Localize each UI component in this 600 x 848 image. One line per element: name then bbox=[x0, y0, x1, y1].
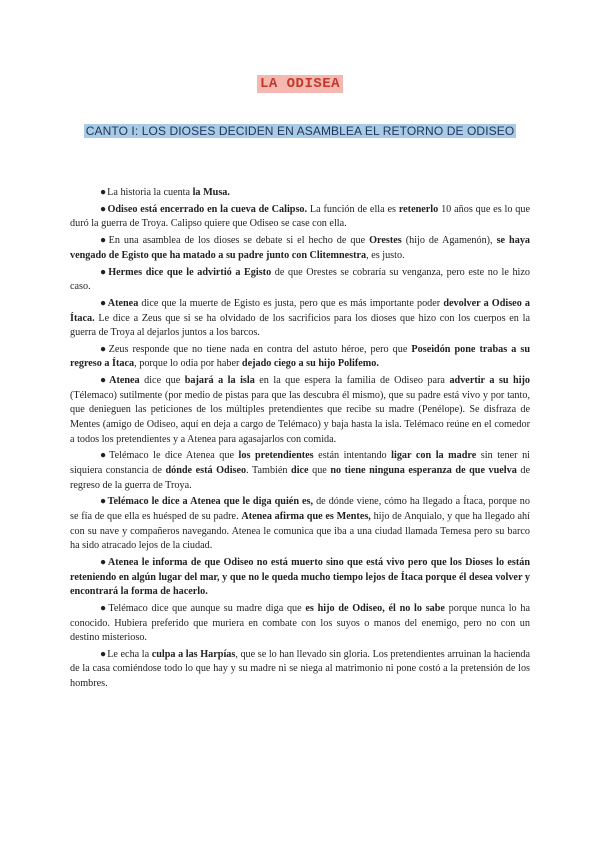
text-run: Zeus responde que no tiene nada en contra del astuto héroe, pero que bbox=[108, 343, 412, 355]
bold-text: los pretendientes bbox=[238, 450, 314, 462]
bullet-icon: ● bbox=[100, 297, 107, 309]
bullet-icon: ● bbox=[100, 203, 107, 215]
bold-text: la Musa. bbox=[192, 187, 230, 198]
bold-text: se haya vengado de Egisto que ha matado a su padre junto con Clitemnestra bbox=[70, 235, 531, 261]
bold-text: Atenea bbox=[109, 375, 140, 387]
text-run: Le echa la bbox=[107, 648, 152, 660]
paragraph bbox=[70, 374, 530, 447]
paragraph bbox=[70, 186, 530, 201]
bold-text: retenerlo bbox=[398, 203, 439, 215]
bold-text: ligar con la madre bbox=[391, 450, 477, 462]
text-run: Le dice a Zeus que si se ha olvidado de los sacrificios para los dioses que hizo con los cuerpos en la guerra de Troya al dejarlos juntos a los barcos. bbox=[70, 312, 530, 339]
text-run: 10 años que es lo que duró la guerra de Troya. Calipso quiere que Odiseo se case con ella. bbox=[70, 203, 530, 230]
bold-text: dice bbox=[291, 465, 309, 476]
bullet-icon: ● bbox=[100, 375, 109, 387]
bold-text: Orestes bbox=[369, 235, 402, 247]
paragraph bbox=[70, 648, 530, 692]
text-run: dice que la muerte de Egisto es justa, pero que es más importante poder bbox=[138, 297, 444, 309]
text-run: porque nunca lo ha conocido. Hubiera preferido que muriera en combate con los suyos o manos del enemigo, pero no con un destino misterioso. bbox=[70, 602, 530, 644]
text-run: , es justo. bbox=[366, 249, 405, 261]
paragraph bbox=[70, 266, 530, 295]
text-run: , que se lo han llevado sin gloria. Los pretendientes arruinan la hacienda de la casa comiéndose todo lo que hay y su madre ni se niega al matrimonio ni pone costó a la pretensión de los hombres. bbox=[70, 648, 530, 690]
title-container bbox=[0, 74, 600, 93]
document-title: LA ODISEA bbox=[257, 75, 343, 93]
text-run: La función de ella es bbox=[307, 203, 399, 215]
bold-text: Hermes dice que le advirtió a Egisto bbox=[108, 266, 272, 278]
text-run: En una asamblea de los dioses se debate si el hecho de que bbox=[108, 235, 370, 247]
bullet-icon: ● bbox=[100, 450, 109, 462]
paragraph bbox=[70, 203, 530, 232]
text-run: , porque lo odia por haber bbox=[134, 358, 242, 370]
text-run: (hijo de Agamenón), bbox=[401, 235, 497, 247]
bold-text: es hijo de Odiseo, él no lo sabe bbox=[305, 602, 445, 614]
paragraph bbox=[70, 556, 530, 600]
bold-text: Atenea bbox=[107, 297, 139, 309]
document-body bbox=[70, 186, 530, 694]
bullet-icon: ● bbox=[100, 343, 108, 355]
bullet-icon: ● bbox=[100, 496, 107, 508]
bullet-icon: ● bbox=[100, 556, 107, 568]
bold-text: Atenea le informa de que Odiseo no está muerto sino que está vivo pero que los Dioses lo están reteniendo en algún lugar del mar, y que no le queda mucho tiempo lejos de Ítaca porque él desea volver y encontrará la forma de hacerlo. bbox=[70, 556, 531, 598]
bold-text: dejado ciego a su hijo Polifemo. bbox=[241, 358, 379, 370]
text-run: sin tener ni siquiera constancia de bbox=[70, 450, 531, 476]
text-run: La historia la cuenta bbox=[107, 187, 193, 198]
text-run: Telémaco le dice Atenea que bbox=[109, 450, 239, 462]
paragraph bbox=[70, 297, 530, 341]
paragraph bbox=[70, 495, 530, 553]
text-run: están intentando bbox=[313, 450, 392, 462]
text-run: de dónde viene, cómo ha llegado a Ítaca, porque no se fía de que ella es huésped de su padre. bbox=[70, 496, 530, 522]
text-run: (Télemaco) sutilmente (por medio de pistas para que las descubra él mismo), que su padre está vivo y por tanto, que denieguen las peticiones de los múltiples pretendientes que recibe su madre (Penélope). Se disfraza de Mentes (amigo de Odiseo, aquí en deja a cargo de Telémaco) y baja hasta la isla. Telémaco reúne en el comedor a todos los pretendientes y a Atenea para agasajarlos con comida. bbox=[70, 389, 530, 445]
text-run: hijo de Anquialo, y que ha llegado ahí con su nave y compañeros navegando. Atenea le comunica que iba a una ciudad llamada Temesa pero su barco ha sido atracado lejos de la ciudad. bbox=[70, 510, 530, 552]
bold-text: bajará a la isla bbox=[184, 375, 255, 387]
bold-text: culpa a las Harpías bbox=[151, 648, 236, 660]
bold-text: no tiene ninguna esperanza de que vuelva bbox=[330, 465, 517, 476]
text-run: que bbox=[308, 465, 331, 476]
text-run: en la que espera la familia de Odiseo para bbox=[254, 375, 450, 387]
bold-text: Poseidón pone trabas a su regreso a Ítaca bbox=[70, 343, 530, 370]
subtitle-container bbox=[70, 122, 530, 140]
bold-text: Odiseo está encerrado en la cueva de Calipso. bbox=[107, 203, 308, 215]
bold-text: Atenea afirma que es Mentes, bbox=[241, 510, 371, 522]
text-run: dice que bbox=[139, 375, 185, 387]
bold-text: dónde está Odiseo bbox=[165, 465, 247, 476]
bold-text: Telémaco le dice a Atenea que le diga quién es, bbox=[107, 496, 314, 508]
chapter-heading: CANTO I: LOS DIOSES DECIDEN EN ASAMBLEA EL RETORNO DE ODISEO bbox=[85, 124, 515, 138]
bullet-icon: ● bbox=[100, 266, 108, 278]
paragraph bbox=[70, 343, 530, 372]
paragraph bbox=[70, 234, 530, 263]
bullet-icon: ● bbox=[100, 235, 108, 247]
bullet-icon: ● bbox=[100, 187, 107, 198]
text-run: de regreso de la guerra de Troya. bbox=[70, 465, 530, 491]
bullet-icon: ● bbox=[100, 648, 107, 660]
bold-text: devolver a Odiseo a Ítaca. bbox=[70, 297, 531, 324]
bullet-icon: ● bbox=[100, 602, 108, 614]
paragraph bbox=[70, 449, 530, 493]
text-run: . También bbox=[246, 465, 292, 476]
text-run: de que Orestes se cobraría su venganza, pero este no le hizo caso. bbox=[70, 266, 531, 293]
paragraph bbox=[70, 602, 530, 646]
bold-text: advertir a su hijo bbox=[449, 375, 531, 387]
text-run: Telémaco dice que aunque su madre diga que bbox=[108, 602, 306, 614]
